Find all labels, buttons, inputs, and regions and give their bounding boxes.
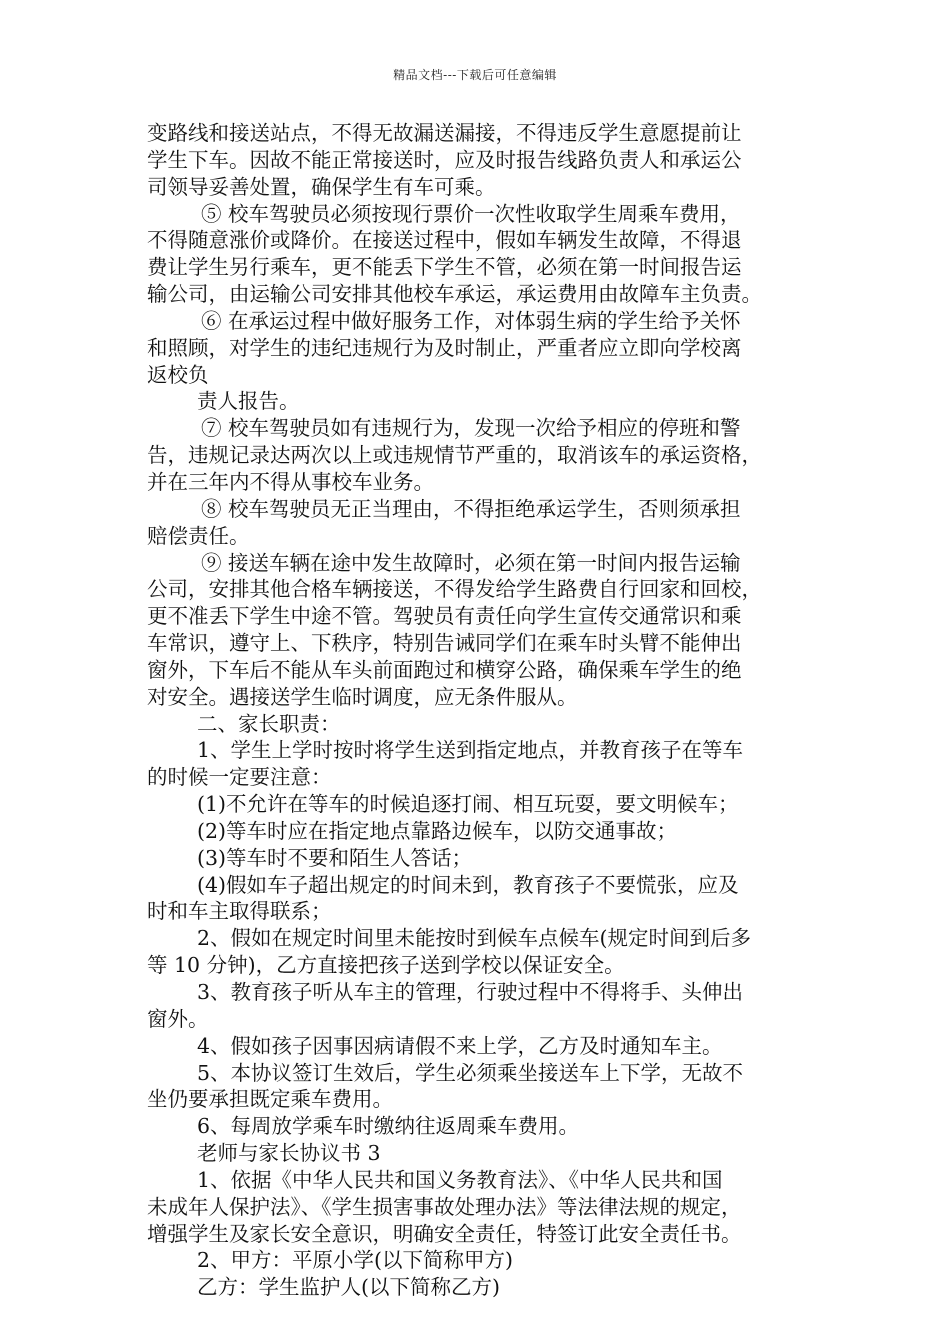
text-line: 时和车主取得联系； xyxy=(147,899,332,924)
text-line: 车常识，遵守上、下秩序，特别告诫同学们在乘车时头臂不能伸出 xyxy=(147,631,742,656)
page-header-watermark: 精品文档---下载后可任意编辑 xyxy=(393,68,557,82)
text-line: ⑦ 校车驾驶员如有违规行为，发现一次给予相应的停班和警 xyxy=(201,416,741,441)
text-line: 责人报告。 xyxy=(197,389,300,414)
text-line: 更不准丢下学生中途不管。驾驶员有责任向学生宣传交通常识和乘 xyxy=(147,604,742,629)
text-line: ⑤ 校车驾驶员必须按现行票价一次性收取学生周乘车费用， xyxy=(201,201,741,226)
text-line: (1)不允许在等车的时候追逐打闹、相互玩耍，要文明候车； xyxy=(197,792,739,817)
text-line: 5、本协议签订生效后，学生必须乘坐接送车上下学，无故不 xyxy=(197,1060,744,1085)
text-line: 费让学生另行乘车，更不能丢下学生不管，必须在第一时间报告运 xyxy=(147,255,742,280)
text-line: (4)假如车子超出规定的时间未到，教育孩子不要慌张，应及 xyxy=(197,872,739,897)
text-line: 变路线和接送站点，不得无故漏送漏接，不得违反学生意愿提前让 xyxy=(147,121,742,145)
text-line: 等 10 分钟)，乙方直接把孩子送到学校以保证安全。 xyxy=(147,953,625,978)
text-line: 窗外，下车后不能从车头前面跑过和横穿公路，确保乘车学生的绝 xyxy=(147,657,742,682)
text-line: 对安全。遇接送学生临时调度，应无条件服从。 xyxy=(147,684,578,709)
text-line: 告，违规记录达两次以上或违规情节严重的，取消该车的承运资格， xyxy=(147,443,762,468)
text-line: 的时候一定要注意： xyxy=(147,765,332,790)
text-line: 赔偿责任。 xyxy=(147,523,250,548)
text-line: 4、假如孩子因事因病请假不来上学，乙方及时通知车主。 xyxy=(197,1033,723,1058)
text-line: 1、学生上学时按时将学生送到指定地点，并教育孩子在等车 xyxy=(197,738,744,763)
text-line: ⑥ 在承运过程中做好服务工作，对体弱生病的学生给予关怀 xyxy=(201,308,741,333)
document-body xyxy=(147,120,815,1301)
text-line: 并在三年内不得从事校车业务。 xyxy=(147,469,434,494)
text-line: 2、甲方：平原小学(以下简称甲方) xyxy=(197,1248,514,1273)
text-line: (2)等车时应在指定地点靠路边候车，以防交通事故； xyxy=(197,818,678,843)
text-line: 学生下车。因故不能正常接送时，应及时报告线路负责人和承运公 xyxy=(147,147,742,172)
text-line: 输公司，由运输公司安排其他校车承运，承运费用由故障车主负责。 xyxy=(147,282,762,307)
text-line: ⑧ 校车驾驶员无正当理由，不得拒绝承运学生，否则须承担 xyxy=(201,496,741,521)
text-line: 坐仍要承担既定乘车费用。 xyxy=(147,1087,393,1112)
text-line: 乙方：学生监护人(以下简称乙方) xyxy=(197,1275,500,1300)
text-line: 不得随意涨价或降价。在接送过程中，假如车辆发生故障，不得退 xyxy=(147,228,742,253)
text-line: 3、教育孩子听从车主的管理，行驶过程中不得将手、头伸出 xyxy=(197,980,744,1004)
text-line: 6、每周放学乘车时缴纳往返周乘车费用。 xyxy=(197,1114,580,1139)
text-line: 2、假如在规定时间里未能按时到候车点候车(规定时间到后多 xyxy=(197,926,752,951)
text-line: 二、家长职责： xyxy=(197,711,341,736)
text-line: 和照顾，对学生的违纪违规行为及时制止，严重者应立即向学校离 xyxy=(147,335,742,360)
text-line: ⑨ 接送车辆在途中发生故障时，必须在第一时间内报告运输 xyxy=(201,550,741,575)
text-line: (3)等车时不要和陌生人答话； xyxy=(197,845,473,870)
text-line: 司领导妥善处置，确保学生有车可乘。 xyxy=(147,174,496,199)
text-line: 老师与家长协议书 3 xyxy=(197,1141,381,1166)
text-line: 增强学生及家长安全意识，明确安全责任，特签订此安全责任书。 xyxy=(147,1221,742,1246)
text-line: 窗外。 xyxy=(147,1006,209,1031)
text-line: 返校负 xyxy=(147,362,209,387)
text-line: 1、依据《中华人民共和国义务教育法》、《中华人民共和国 xyxy=(197,1167,723,1192)
text-line: 未成年人保护法》、《学生损害事故处理办法》等法律法规的规定， xyxy=(147,1194,742,1219)
text-line: 公司，安排其他合格车辆接送，不得发给学生路费自行回家和回校， xyxy=(147,577,762,602)
